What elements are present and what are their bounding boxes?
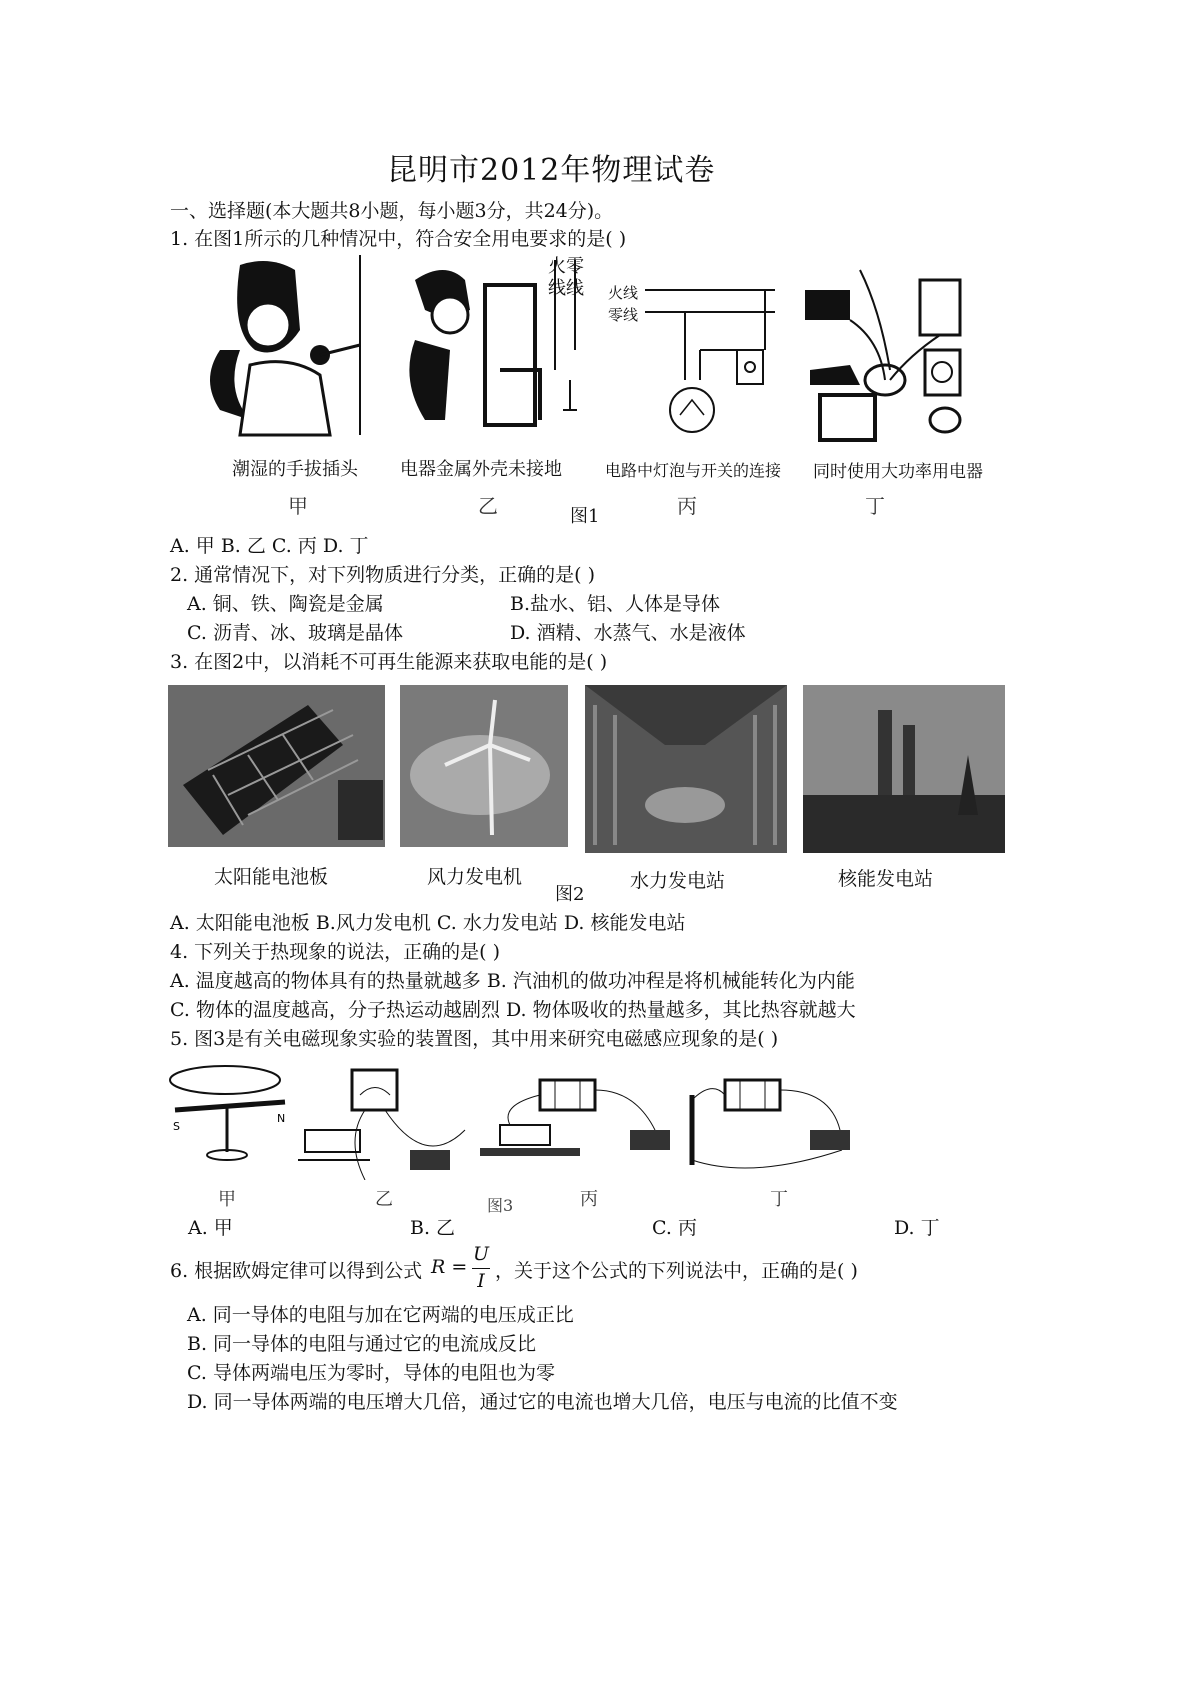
question-4-options-cd: C. 物体的温度越高，分子热运动越剧烈 D. 物体吸收的热量越多，其比热容就越大	[170, 999, 856, 1021]
nuclear-power-station-photo	[803, 685, 1005, 853]
question-2-option-b: B.盐水、铝、人体是导体	[510, 593, 721, 615]
wind-turbine-photo	[400, 685, 568, 847]
figure1-top-label-2: 线线	[548, 278, 584, 299]
figure1-label: 图1	[570, 506, 600, 527]
figure1-caption-jia: 潮湿的手拔插头	[232, 459, 358, 480]
figure3-label-yi: 乙	[375, 1189, 393, 1210]
solar-panel-photo	[168, 685, 385, 847]
figure3-label-bing: 丙	[580, 1189, 598, 1210]
question-6-option-d: D. 同一导体两端的电压增大几倍，通过它的电流也增大几倍，电压与电流的比值不变	[187, 1391, 898, 1413]
question-2-option-a: A. 铜、铁、陶瓷是金属	[187, 593, 384, 615]
formula-numerator: U	[472, 1243, 489, 1265]
svg-text:S: S	[173, 1120, 180, 1133]
figure3-ding-apparatus	[680, 1070, 865, 1170]
figure1-caption-bing: 电路中灯泡与开关的连接	[605, 461, 782, 480]
question-6-option-a: A. 同一导体的电阻与加在它两端的电压成正比	[187, 1304, 574, 1326]
live-wire-label: 火线	[608, 284, 639, 302]
figure1-top-label: 火零	[548, 256, 584, 277]
figure1-caption-ding: 同时使用大功率用电器	[813, 462, 983, 482]
question-2: 2. 通常情况下，对下列物质进行分类，正确的是( )	[170, 564, 596, 586]
question-5-option-c: C. 丙	[652, 1217, 697, 1239]
question-6-option-b: B. 同一导体的电阻与通过它的电流成反比	[187, 1333, 537, 1355]
figure3-label-ding: 丁	[770, 1189, 788, 1210]
question-2-option-d: D. 酒精、水蒸气、水是液体	[510, 622, 746, 644]
question-5: 5. 图3是有关电磁现象实验的装置图，其中用来研究电磁感应现象的是( )	[170, 1028, 779, 1050]
figure1-label-yi: 乙	[478, 494, 498, 518]
figure1-ding-appliances	[800, 260, 990, 450]
figure1-label-bing: 丙	[677, 494, 697, 518]
neutral-wire-label: 零线	[608, 306, 639, 324]
question-1-options: A. 甲 B. 乙 C. 丙 D. 丁	[170, 535, 369, 557]
question-5-option-d: D. 丁	[894, 1217, 940, 1239]
figure1-jia-illustration	[200, 255, 390, 445]
question-6-option-c: C. 导体两端电压为零时，导体的电阻也为零	[187, 1362, 555, 1384]
question-1: 1. 在图1所示的几种情况中，符合安全用电要求的是( )	[170, 228, 627, 250]
figure2-label: 图2	[555, 884, 585, 905]
svg-text:N: N	[277, 1112, 286, 1125]
question-4: 4. 下列关于热现象的说法，正确的是( )	[170, 941, 501, 963]
question-6-pre: 6. 根据欧姆定律可以得到公式	[170, 1260, 423, 1282]
question-4-options-ab: A. 温度越高的物体具有的热量就越多 B. 汽油机的做功冲程是将机械能转化为内能	[170, 970, 855, 992]
figure1-label-jia: 甲	[288, 494, 308, 518]
figure3-label-jia: 甲	[218, 1189, 236, 1210]
formula-fraction-bar	[472, 1268, 490, 1269]
page-title: 昆明市2012年物理试卷	[387, 153, 716, 188]
figure3-jia-apparatus	[165, 1060, 295, 1170]
figure2-caption-solar: 太阳能电池板	[214, 866, 329, 888]
figure2-caption-wind: 风力发电机	[427, 866, 523, 888]
question-3-options: A. 太阳能电池板 B.风力发电机 C. 水力发电站 D. 核能发电站	[170, 912, 686, 934]
question-5-option-b: B. 乙	[410, 1217, 456, 1239]
question-2-option-c: C. 沥青、冰、玻璃是晶体	[187, 622, 403, 644]
figure1-caption-yi: 电器金属外壳未接地	[400, 459, 562, 480]
figure2-caption-nuclear: 核能发电站	[838, 868, 934, 890]
formula-denominator: I	[477, 1270, 485, 1292]
figure3-bing-apparatus	[480, 1070, 690, 1170]
hydropower-station-photo	[585, 685, 787, 853]
figure3-label: 图3	[487, 1196, 514, 1215]
question-5-option-a: A. 甲	[188, 1217, 233, 1239]
figure1-label-ding: 丁	[865, 494, 885, 518]
question-6-post: ，关于这个公式的下列说法中，正确的是( )	[495, 1260, 858, 1282]
question-3: 3. 在图2中，以消耗不可再生能源来获取电能的是( )	[170, 651, 608, 673]
figure2-caption-hydro: 水力发电站	[630, 870, 726, 892]
section-heading: 一、选择题(本大题共8小题，每小题3分，共24分)。	[170, 200, 614, 222]
formula-lhs: R =	[431, 1256, 468, 1278]
figure3-yi-apparatus	[290, 1065, 485, 1180]
